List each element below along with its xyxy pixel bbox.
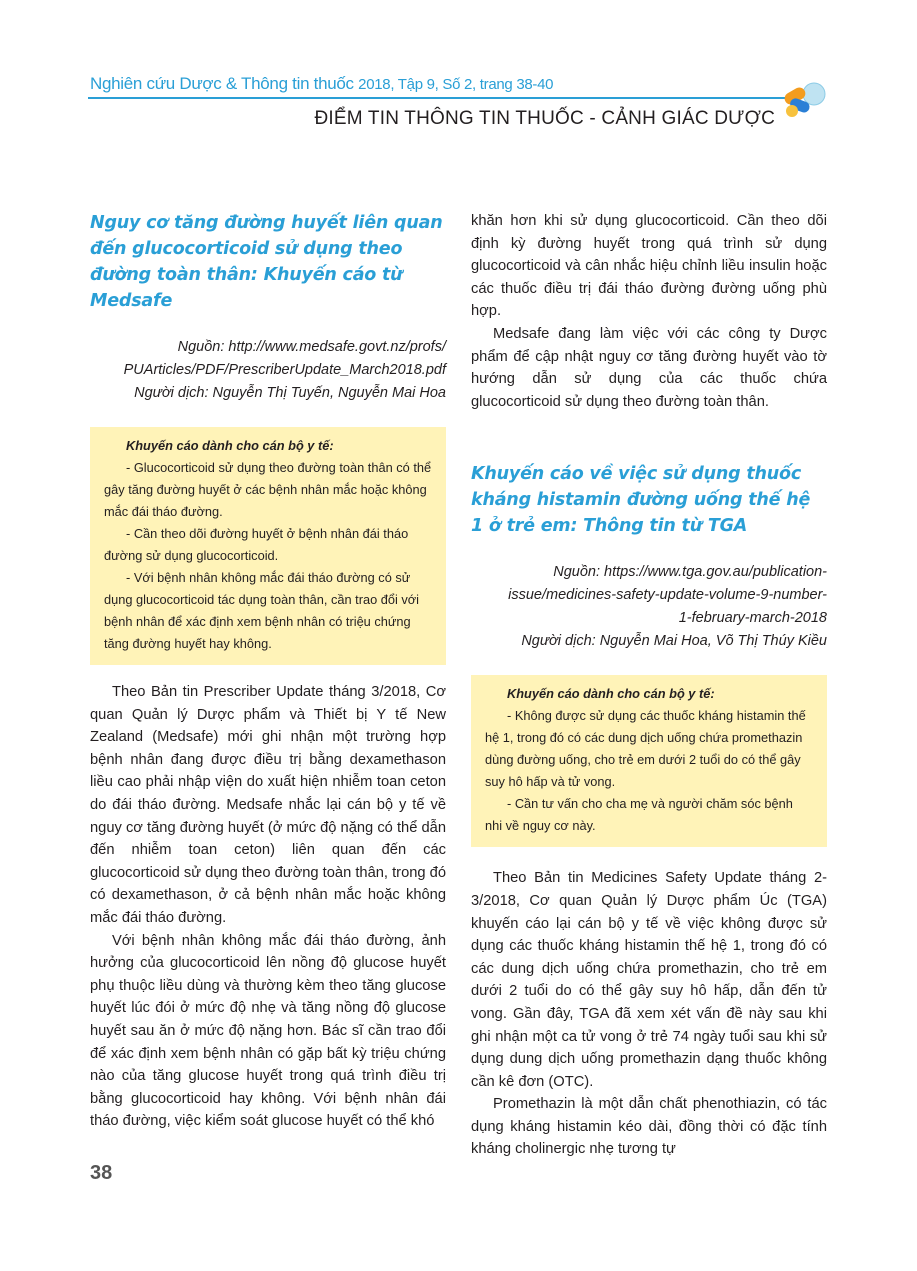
article2-recommendation-box bbox=[471, 675, 827, 847]
header-rule bbox=[88, 97, 800, 99]
article1-box-heading: Khuyến cáo dành cho cán bộ y tế: bbox=[126, 438, 334, 453]
article2-box-item: - Không được sử dụng các thuốc kháng histamin thế hệ 1, trong đó có các dung dịch uống chứa promethazin dùng đường uống, cho trẻ em dưới 2 tuổi do có thể gây suy hô hấp và tử vong. bbox=[485, 708, 806, 790]
left-column bbox=[90, 210, 446, 1133]
article1-translators: Người dịch: Nguyễn Thị Tuyến, Nguyễn Mai Hoa bbox=[134, 385, 446, 401]
article2-box-item: - Cần tư vấn cho cha mẹ và người chăm sóc bệnh nhi về nguy cơ này. bbox=[485, 796, 793, 834]
article2-paragraph: Promethazin là một dẫn chất phenothiazin, có tác dụng kháng histamin kéo dài, đồng thời có đặc tính kháng cholinergic nhẹ tương tự bbox=[471, 1096, 827, 1158]
article1-continued-paragraph: khăn hơn khi sử dụng glucocorticoid. Cần theo dõi định kỳ đường huyết trong quá trình sử dụng glucocorticoid và cân nhắc hiệu chỉnh liều insulin hoặc các thuốc điều trị đái tháo đường đường uống phù hợp. bbox=[471, 213, 827, 320]
page-number: 38 bbox=[90, 1162, 113, 1184]
article1-body bbox=[90, 681, 446, 1133]
article1-box-item: - Glucocorticoid sử dụng theo đường toàn thân có thể gây tăng đường huyết ở các bệnh nhân mắc hoặc không mắc đái tháo đường. bbox=[104, 460, 432, 519]
article2-translators: Người dịch: Nguyễn Mai Hoa, Võ Thị Thúy Kiều bbox=[521, 633, 827, 650]
journal-citation bbox=[90, 74, 553, 94]
article1-box-item: - Với bệnh nhân không mắc đái tháo đường có sử dụng glucocorticoid tác dụng toàn thân, cần trao đổi với bệnh nhân để xác định xem bệnh nhân có triệu chứng tăng đường huyết hay không. bbox=[104, 570, 420, 651]
article1-box-item: - Cần theo dõi đường huyết ở bệnh nhân đái tháo đường sử dụng glucocorticoid. bbox=[104, 526, 409, 563]
right-column bbox=[471, 210, 827, 1161]
article1-source-line-2: PUArticles/PDF/PrescriberUpdate_March2018.pdf bbox=[123, 362, 446, 378]
article2-source-line-1: Nguồn: https://www.tga.gov.au/publication- bbox=[553, 564, 827, 581]
article1-paragraph: Với bệnh nhân không mắc đái tháo đường, ảnh hưởng của glucocorticoid lên nồng độ glucose huyết phụ thuộc liều dùng và thường kèm theo tăng glucose huyết lúc đói ở mức độ nhẹ và tăng nồng độ glucose huyết sau ăn ở mức độ nặng hơn. Bác sĩ cần trao đổi để xác định xem bệnh nhân có gặp bất kỳ triệu chứng nào của tăng glucose huyết trong quá trình điều trị bằng glucocorticoid hay không. Với bệnh nhân đái tháo đường, việc kiểm soát glucose huyết có thể khó bbox=[90, 932, 446, 1130]
article1-paragraph: Theo Bản tin Prescriber Update tháng 3/2018, Cơ quan Quản lý Dược phẩm và Thiết bị Y tế New Zealand (Medsafe) mới ghi nhận một trường hợp bệnh nhân đang được điều trị bằng dexamethason liều cao phải nhập viện do xuất hiện nhiễm toan ceton do đái tháo đường. Medsafe nhắc lại cán bộ y tế về nguy cơ tăng đường huyết (ở mức độ nặng có thể dẫn đến nhiễm toan ceton) liên quan đến các glucocorticoid sử dụng theo đường toàn thân, trong đó có dexamethason, ở cả bệnh nhân mắc hoặc không mắc đái tháo đường. bbox=[90, 684, 446, 926]
article1-continued bbox=[471, 210, 827, 413]
article2-box-heading: Khuyến cáo dành cho cán bộ y tế: bbox=[507, 686, 715, 702]
section-title: ĐIỂM TIN THÔNG TIN THUỐC - CẢNH GIÁC DƯỢC bbox=[314, 108, 775, 129]
article1-title: Nguy cơ tăng đường huyết liên quan đến glucocorticoid sử dụng theo đường toàn thân: Khuyến cáo từ Medsafe bbox=[90, 213, 443, 311]
article1-recommendation-box bbox=[90, 427, 446, 665]
journal-name: Nghiên cứu Dược & Thông tin thuốc bbox=[90, 74, 354, 93]
capsule-logo-icon bbox=[778, 80, 830, 120]
article2-source-line-2: issue/medicines-safety-update-volume-9-number- bbox=[508, 587, 827, 604]
article2-source-line-3: 1-february-march-2018 bbox=[678, 610, 827, 627]
article1-source-line-1: Nguồn: http://www.medsafe.govt.nz/profs/ bbox=[177, 339, 446, 355]
article2-body bbox=[471, 867, 827, 1161]
article2-title: Khuyến cáo về việc sử dụng thuốc kháng histamin đường uống thế hệ 1 ở trẻ em: Thông tin từ TGA bbox=[471, 464, 811, 537]
article1-continued-paragraph: Medsafe đang làm việc với các công ty Dược phẩm để cập nhật nguy cơ tăng đường huyết vào tờ hướng dẫn sử dụng của các thuốc chứa glucocorticoid sử dụng theo đường toàn thân. bbox=[471, 325, 827, 410]
article1-source bbox=[90, 336, 446, 405]
journal-issue: 2018, Tập 9, Số 2, trang 38-40 bbox=[358, 76, 554, 93]
article2-paragraph: Theo Bản tin Medicines Safety Update tháng 2-3/2018, Cơ quan Quản lý Dược phẩm Úc (TGA) khuyến cáo lại cán bộ y tế về việc không được sử dụng các thuốc kháng histamin thế hệ 1, trong đó có các dung dịch uống chứa promethazin, cho trẻ em dưới 2 tuổi do có thể gây suy hô hấp, dẫn đến tử vong. Gần đây, TGA đã xem xét vấn đề này sau khi ghi nhận một ca tử vong ở trẻ 74 ngày tuổi sau khi sử dụng dung dịch uống promethazin dạng thuốc không cần kê đơn (OTC). bbox=[471, 870, 827, 1090]
article2-source bbox=[471, 561, 827, 653]
